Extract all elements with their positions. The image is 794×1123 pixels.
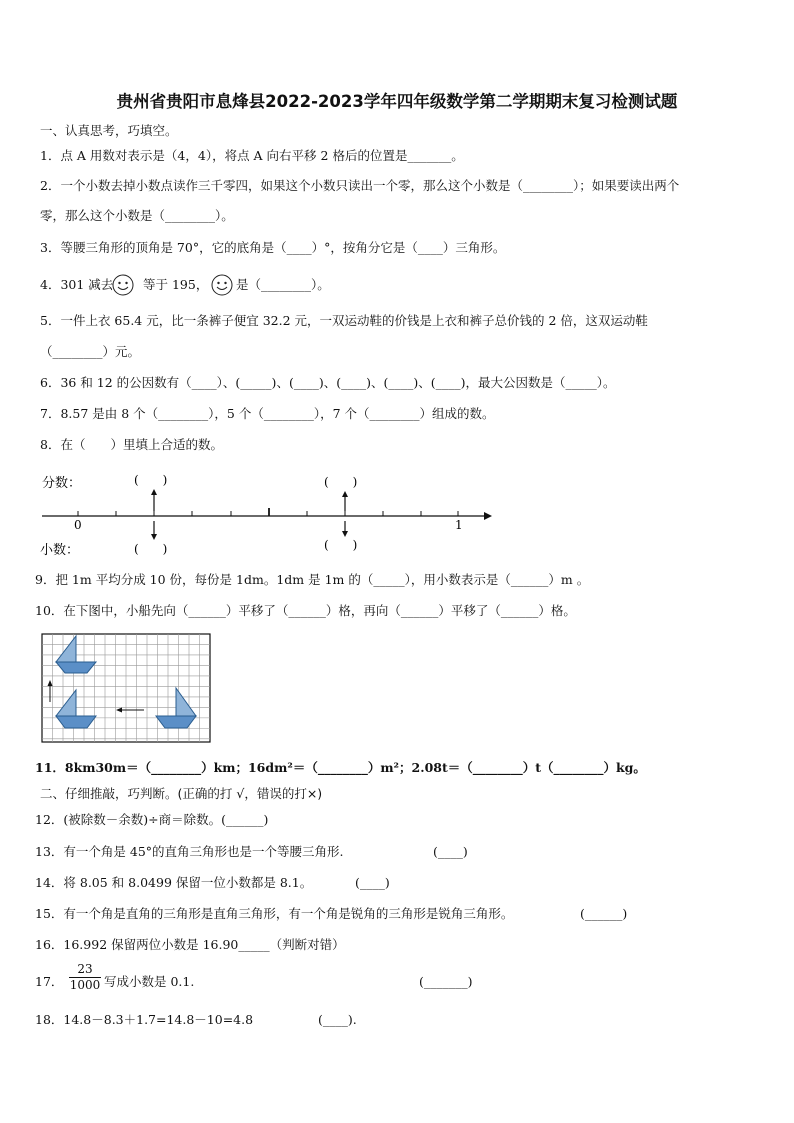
question-18: 18．14.8－8.3＋1.7=14.8－10=4.8 [35, 1012, 254, 1027]
decimal-blank-2: ( ) [324, 538, 358, 552]
question-9: 9．把 1m 平均分成 10 份，每份是 1dm。1dm 是 1m 的（_____），用小数表示是（______）m 。 [35, 572, 590, 587]
number-line-figure [36, 465, 496, 560]
section-2-heading: 二、仔细推敲，巧判断。(正确的打 √，错误的打×) [40, 786, 323, 801]
question-15-blank[interactable]: (______) [580, 906, 628, 921]
question-5-line-2: （________）元。 [40, 344, 141, 359]
fraction-blank-2: ( ) [324, 475, 358, 489]
question-4-suffix: 是（________）。 [236, 277, 330, 292]
decimal-label: 小数： [40, 543, 80, 558]
section-1-heading: 一、认真思考，巧填空。 [40, 123, 178, 138]
question-2-line-1: 2．一个小数去掉小数点读作三千零四，如果这个小数只读出一个零，那么这个小数是（________）；如果要读出两个 [40, 178, 680, 193]
up-arrow-icon [342, 491, 348, 497]
question-7: 7．8.57 是由 8 个（________），5 个（________），7 个（________）组成的数。 [40, 406, 495, 421]
decimal-blank-1: ( ) [134, 542, 168, 556]
fraction-numerator: 23 [69, 962, 101, 978]
question-18-blank[interactable]: (____). [318, 1012, 357, 1027]
fraction-label: 分数： [42, 476, 82, 491]
question-4-prefix: 4．301 减去 [40, 277, 114, 292]
question-17-blank[interactable]: (_______) [419, 974, 473, 989]
smiley-face-icon [111, 273, 135, 297]
question-1: 1．点 A 用数对表示是（4，4），将点 A 向右平移 2 格后的位置是_______。 [40, 148, 464, 163]
question-10: 10．在下图中，小船先向（______）平移了（______）格，再向（______）平移了（______）格。 [35, 603, 576, 618]
page-title: 贵州省贵阳市息烽县2022-2023学年四年级数学第二学期期末复习检测试题 [116, 92, 678, 111]
question-11: 11．8km30m＝（________）km；16dm²＝（________）m²；2.08t＝（________）t（________）kg。 [35, 760, 646, 775]
tick-label-1: 1 [455, 518, 463, 532]
fraction-23-over-1000 [69, 962, 101, 993]
smiley-face-icon [210, 273, 234, 297]
question-14: 14．将 8.05 和 8.0499 保留一位小数都是 8.1。 [35, 875, 313, 890]
question-5-line-1: 5．一件上衣 65.4 元，比一条裤子便宜 32.2 元，一双运动鞋的价钱是上衣和裤子总价钱的 2 倍，这双运动鞋 [40, 313, 648, 328]
question-6: 6．36 和 12 的公因数有（____）、(_____)、(____)、(____)、(____)、(____)，最大公因数是（_____）。 [40, 375, 616, 390]
question-8: 8．在（ ）里填上合适的数。 [40, 437, 223, 452]
question-13-blank[interactable]: (____) [433, 844, 468, 859]
question-3: 3．等腰三角形的顶角是 70°，它的底角是（____）°，按角分它是（____）三角形。 [40, 240, 506, 255]
question-12: 12．(被除数－余数)÷商＝除数。(______) [35, 812, 269, 827]
question-17-text: 写成小数是 0.1. [104, 974, 195, 989]
fraction-denominator: 1000 [69, 978, 101, 992]
question-15: 15．有一个角是直角的三角形是直角三角形，有一个角是锐角的三角形是锐角三角形。 [35, 906, 514, 921]
question-17-number: 17． [35, 974, 64, 989]
question-16: 16．16.992 保留两位小数是 16.90_____（判断对错） [35, 937, 345, 952]
tick-label-0: 0 [74, 518, 82, 532]
question-2-line-2: 零，那么这个小数是（________）。 [40, 208, 234, 223]
boat-translation-grid [40, 632, 212, 744]
question-13: 13．有一个角是 45°的直角三角形也是一个等腰三角形. [35, 844, 344, 859]
axis-arrowhead [484, 512, 492, 520]
fraction-blank-1: ( ) [134, 473, 168, 487]
up-arrow-icon [151, 489, 157, 495]
down-arrow-icon [151, 534, 157, 540]
question-4-middle: 等于 195， [143, 277, 209, 292]
question-14-blank[interactable]: (____) [355, 875, 390, 890]
down-arrow-icon [342, 531, 348, 537]
